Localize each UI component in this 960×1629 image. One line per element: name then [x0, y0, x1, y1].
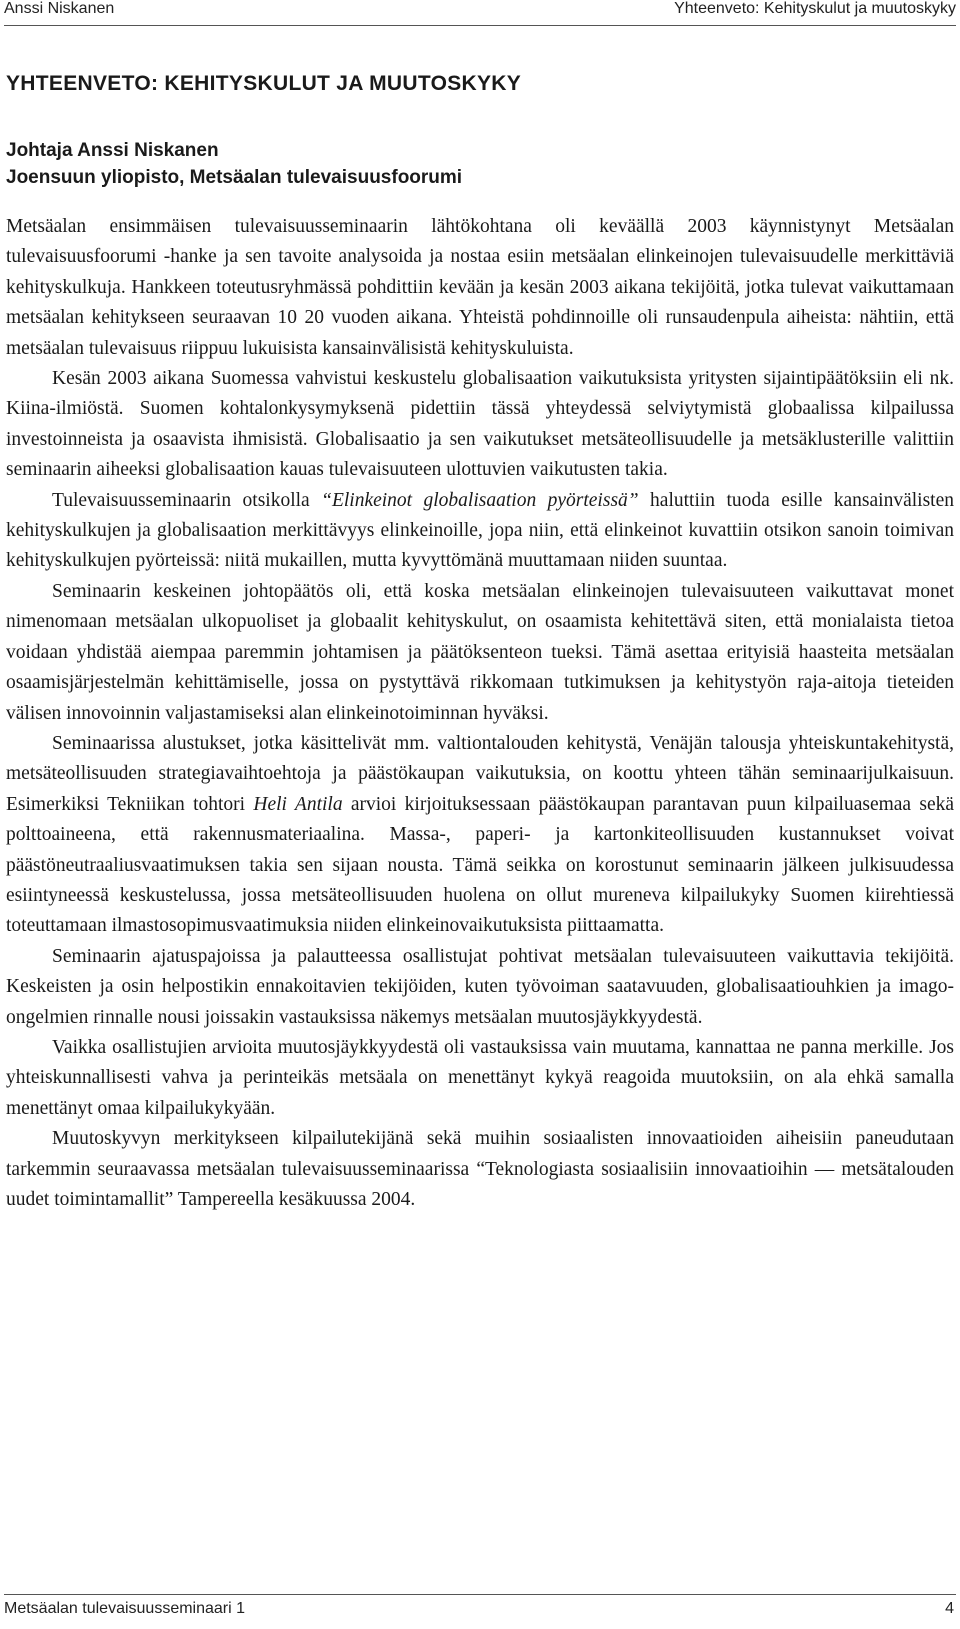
footer-rule: [4, 1594, 956, 1595]
running-header: [0, 0, 960, 24]
paragraph-text: Seminaarissa alustukset, jotka käsittelivät mm. valtiontalouden kehitystä, Venäjän talousja yhteiskuntakehitystä, metsäteollisuuden strategiavaihtoehtoja ja päästökaupan vaikutuksia, on koottu yhteen tähän seminaarijulkaisuun. Esimerkiksi Tekniikan tohtori: [6, 732, 954, 815]
paragraph: Vaikka osallistujien arvioita muutosjäykkyydestä oli vastauksissa vain muutama, kannattaa ne panna merkille. Jos yhteiskunnallisesti vahva ja perinteikäs metsäala on menettänyt kykyä reagoida muutoksiin, on ala ehkä samalla menettänyt omaa kilpailukykyään.: [6, 1036, 954, 1119]
header-author: Anssi Niskanen: [4, 0, 115, 17]
body-text: [6, 212, 954, 1215]
paragraph: Seminaarin ajatuspajoissa ja palautteessa osallistujat pohtivat metsäalan tulevaisuuteen vaikuttavia tekijöitä. Keskeisten ja osin helpostikin ennakoitavien tekijöiden, kuten työvoiman saatavuuden, globalisaatiouhkien ja imago-ongelmien rinnalle nousi joissakin vastauksissa näkemys metsäalan muutosjäykkyydestä.: [6, 945, 954, 1028]
paragraph-text: Tulevaisuusseminaarin otsikolla: [52, 489, 322, 511]
footer-publication: Metsäalan tulevaisuusseminaari 1: [4, 1600, 246, 1617]
paragraph-text: arvioi kirjoituksessaan päästökaupan parantavan puun kilpailuasemaa sekä polttoaineena, että rakennusmateriaalina. Massa-, paperi- ja kartonkiteollisuuden kustannukset voivat päästöneutraaliusvaatimuksen takia sen sijaan nousta. Tämä seikka on korostunut seminaarin jälkeen julkisuudessa esiintyneessä keskustelussa, jossa metsäteollisuuden huolena on ollut mureneva kilpailukyky Suomen kiirehtiessä toteuttamaan ilmastosopimusvaatimuksia niiden elinkeinovaikutuksista piittaamatta.: [6, 793, 955, 937]
paragraph: Kesän 2003 aikana Suomessa vahvistui keskustelu globalisaation vaikutuksista yritysten sijaintipäätöksiin eli nk. Kiina-ilmiöstä. Suomen kohtalonkysymyksenä pidettiin tässä yhteydessä selviytymistä globaalissa kilpailussa investoinneista ja osaavista ihmisistä. Globalisaatio ja sen vaikutukset metsäteollisuudelle ja metsäklusterille valittiin seminaarin aiheeksi globalisaation kauas tulevaisuuteen ulottuvien vaikutusten takia.: [6, 368, 954, 481]
paragraph: [6, 486, 954, 577]
paragraph: [6, 729, 954, 942]
author-affiliation: Joensuun yliopisto, Metsäalan tulevaisuusfoorumi: [6, 167, 463, 188]
author-name: Johtaja Anssi Niskanen: [6, 140, 219, 161]
header-rule: [4, 25, 956, 26]
paragraph: Metsäalan ensimmäisen tulevaisuusseminaarin lähtökohtana oli keväällä 2003 käynnistynyt Metsäalan tulevaisuusfoorumi -hanke ja sen tavoite analysoida ja nostaa esiin metsäalan elinkeinojen tulevaisuudelle merkittäviä kehityskulkuja. Hankkeen toteutusryhmässä pohdittiin kevään ja kesän 2003 aikana tekijöitä, jotka tulevat vaikuttamaan metsäalan kehitykseen seuraavan 10 20 vuoden aikana. Yhteistä pohdinnoille oli runsaudenpula aiheista: nähtiin, että metsäalan tulevaisuus riippuu lukuisista kansainvälisistä kehityskuluista.: [6, 216, 954, 359]
author-block: [6, 137, 462, 191]
page-number: 4: [945, 1600, 954, 1617]
paragraph: Muutoskyvyn merkitykseen kilpailutekijänä sekä muihin sosiaalisten innovaatioiden aiheisiin paneudutaan tarkemmin seuraavassa metsäalan tulevaisuusseminaarissa “Teknologiasta sosiaalisiin innovaatioihin — metsätalouden uudet toimintamallit” Tampereella kesäkuussa 2004.: [6, 1128, 954, 1210]
paragraph-text: haluttiin tuoda esille kansainvälisten kehityskulkujen ja globalisaation merkittävyys elinkeinoille, jopa niin, että elinkeinot kuvattiin otsikon sanoin toimivan kehityskulkujen pyörteissä: niitä mukaillen, mutta kyvyttömänä muuttamaan niiden suuntaa.: [6, 489, 954, 572]
page-title: YHTEENVETO: KEHITYSKULUT JA MUUTOSKYKY: [6, 72, 522, 95]
emphasis-name: Heli Antila: [253, 793, 343, 815]
paragraph: Seminaarin keskeinen johtopäätös oli, että koska metsäalan elinkeinojen tulevaisuuteen vaikuttavat monet nimenomaan metsäalan ulkopuoliset ja globaalit kehityskulut, on osaamista kehitettävä siten, että monialaista tietoa voidaan yhdistää aiempaa paremmin johtamisen ja päätöksenteon tueksi. Tämä asettaa erityisiä haasteita metsäalan osaamisjärjestelmän kehittämiselle, jossa on pystyttävä rikkomaan tutkimuksen ja kehitystyön raja-aitoja tieteiden välisen innovoinnin valjastamiseksi alan elinkeinotoiminnan hyväksi.: [6, 580, 954, 724]
emphasis-title: “Elinkeinot globalisaation pyörteissä”: [321, 489, 639, 511]
header-chapter-title: Yhteenveto: Kehityskulut ja muutoskyky: [674, 0, 956, 17]
